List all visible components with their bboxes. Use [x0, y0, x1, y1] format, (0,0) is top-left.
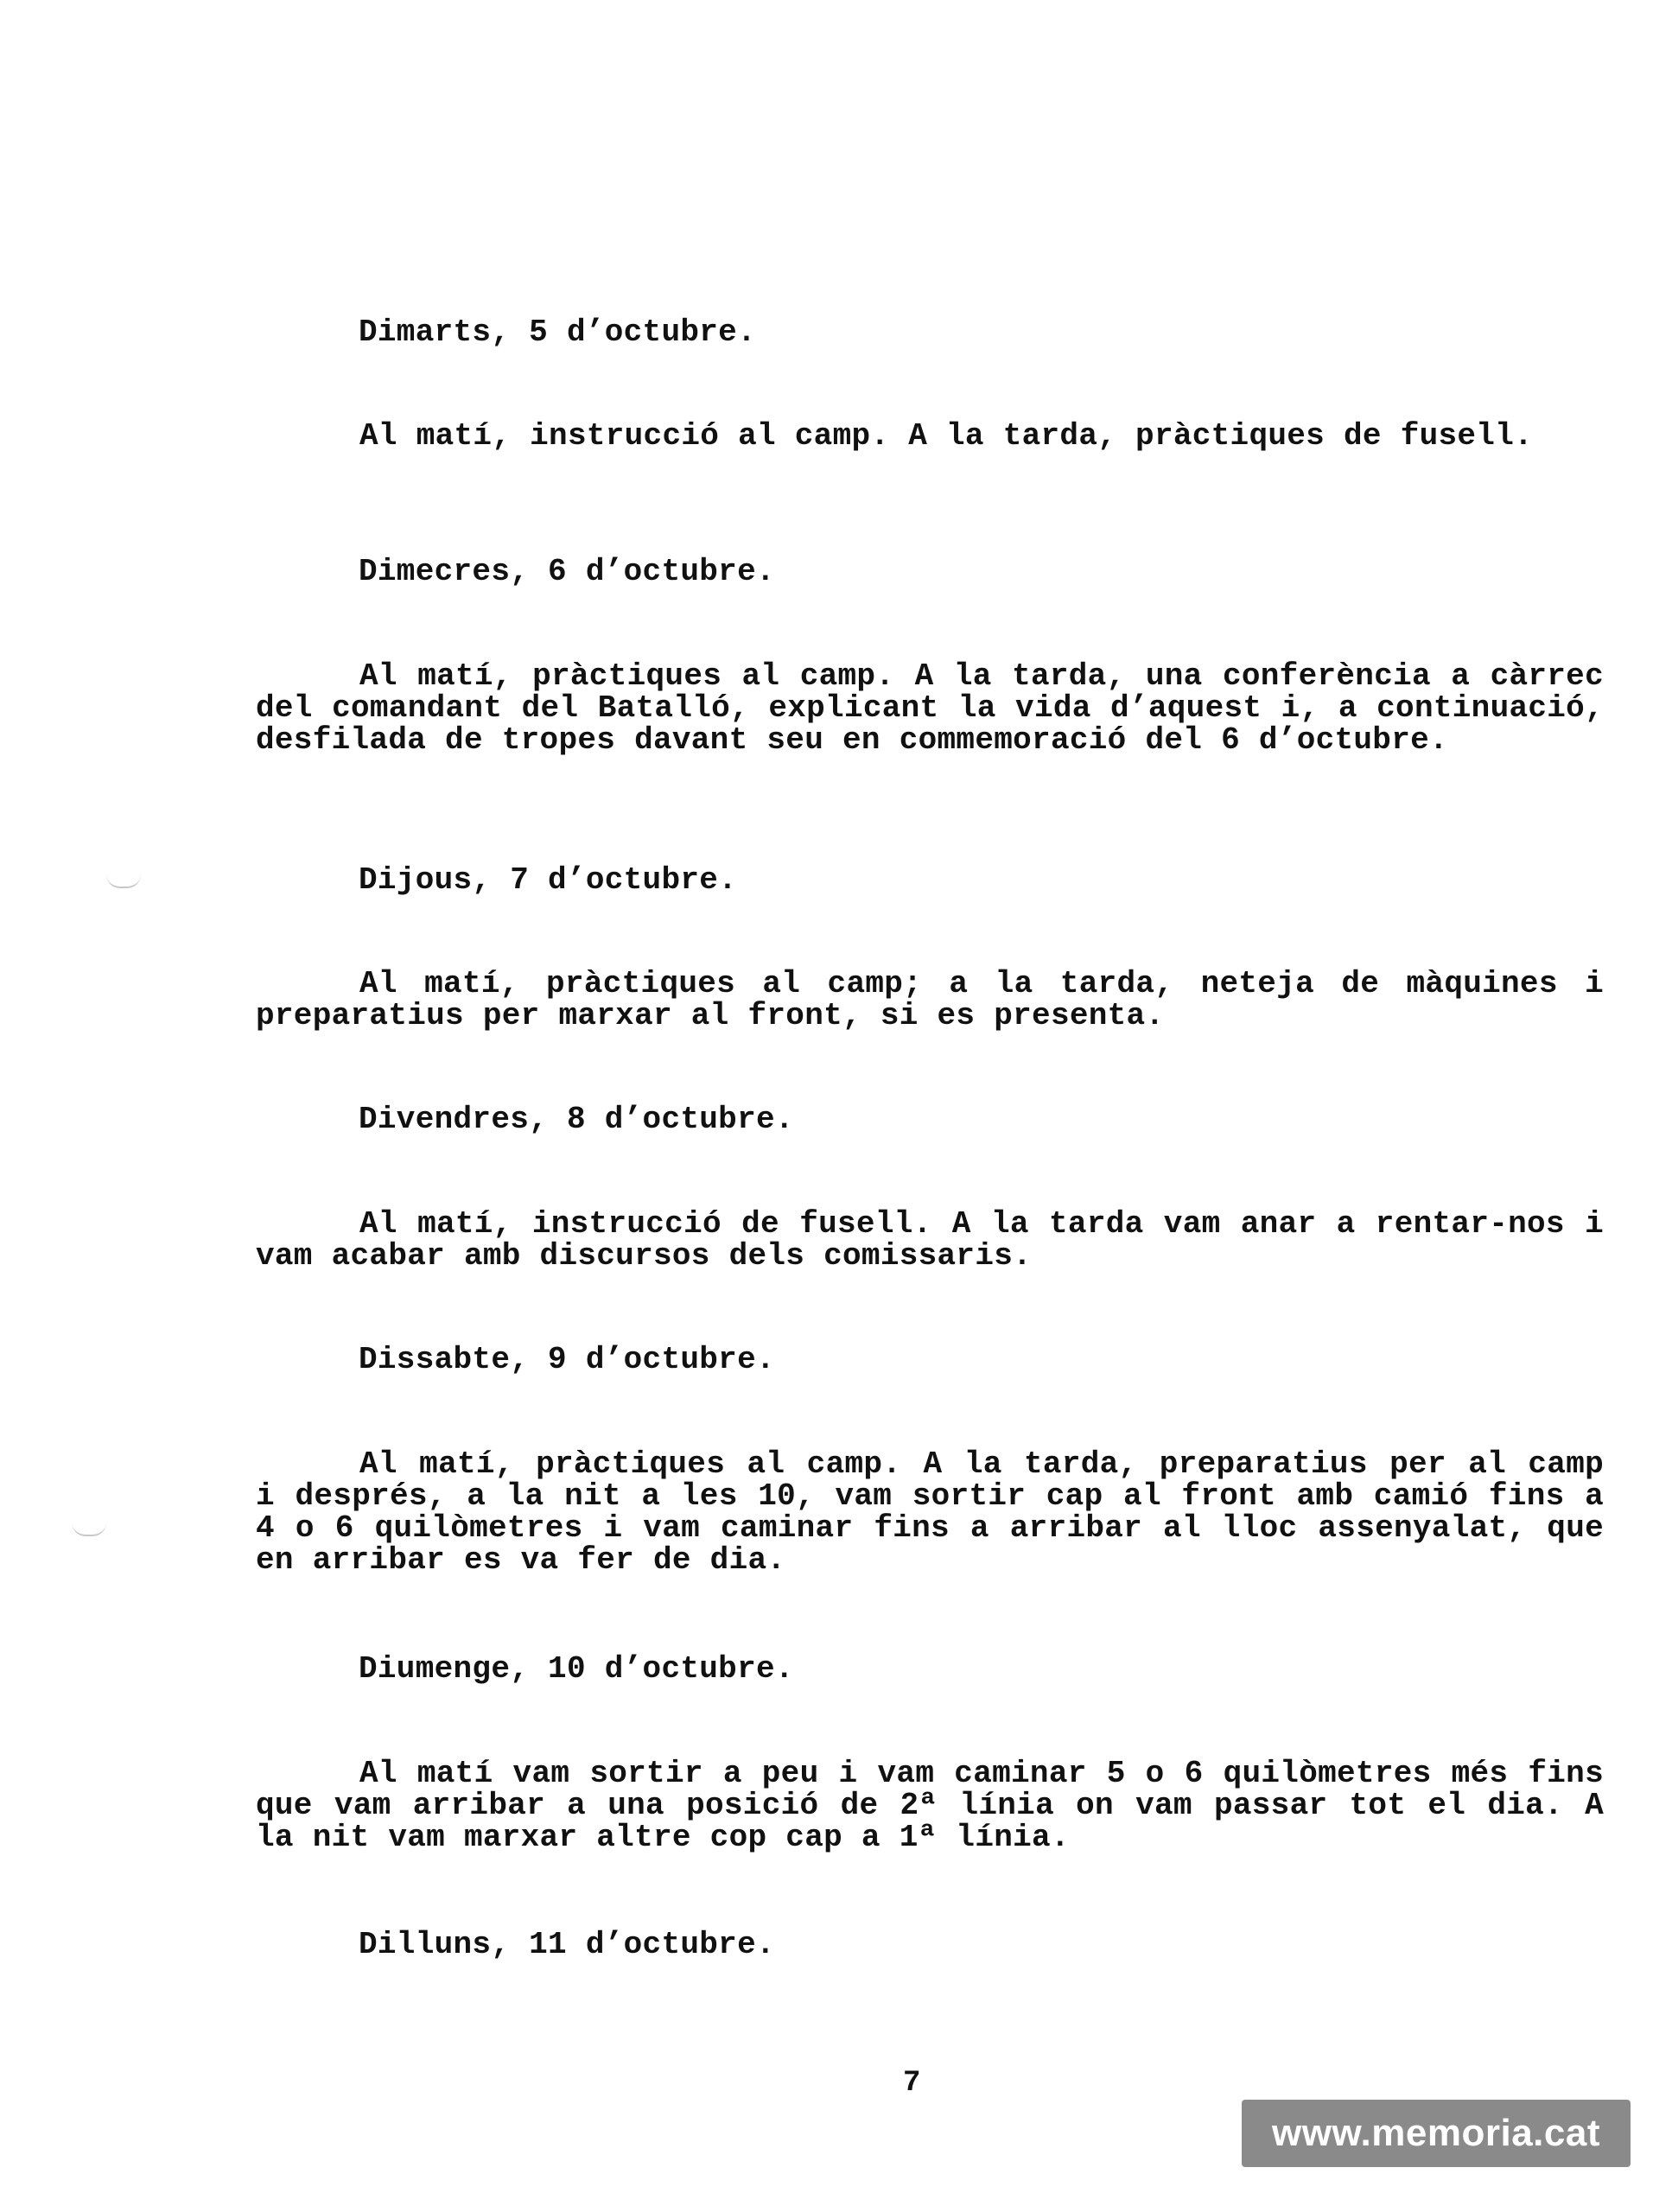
entry-date: Diumenge, 10 d’octubre.: [359, 1651, 794, 1687]
punch-hole-mark: [106, 874, 141, 888]
entry-date: Dijous, 7 d’octubre.: [359, 862, 738, 898]
punch-hole-mark: [72, 1522, 106, 1536]
entry-date: Dilluns, 11 d’octubre.: [359, 1927, 775, 1962]
page-number: 7: [903, 2067, 921, 2100]
watermark-logo: www.memoria.cat: [1242, 2100, 1631, 2167]
entry-date: Dimarts, 5 d’octubre.: [359, 315, 756, 350]
entry-text: Al matí, instrucció de fusell. A la tarda vam anar a rentar-nos i vam acabar amb discursos dels comissaris.: [256, 1206, 1604, 1274]
entry-text: Al matí, instrucció al camp. A la tarda, pràctiques de fusell.: [359, 418, 1534, 454]
entry-text: Al matí, pràctiques al camp. A la tarda, preparatius per al camp i després, a la nit a les 10, vam sortir cap al front amb camió fins a 4 o 6 quilòmetres i vam caminar fins a arribar al lloc assenyalat, que en arribar es va fer de dia.: [256, 1446, 1604, 1578]
entry-text: Al matí, pràctiques al camp. A la tarda, una conferència a càrrec del comandant del Batalló, explicant la vida d’aquest i, a continuació, desfilada de tropes davant seu en commemoració del 6 d’octubre.: [256, 658, 1604, 758]
entry-text: Al matí, pràctiques al camp; a la tarda, neteja de màquines i preparatius per marxar al front, si es presenta.: [256, 966, 1604, 1033]
entry-date: Dimecres, 6 d’octubre.: [359, 554, 775, 589]
entry-date: Divendres, 8 d’octubre.: [359, 1102, 794, 1137]
entry-text: Al matí vam sortir a peu i vam caminar 5 o 6 quilòmetres més fins que vam arribar a una posició de 2ª línia on vam passar tot el dia. A la nit vam marxar altre cop cap a 1ª línia.: [256, 1756, 1604, 1855]
entry-date: Dissabte, 9 d’octubre.: [359, 1342, 775, 1377]
